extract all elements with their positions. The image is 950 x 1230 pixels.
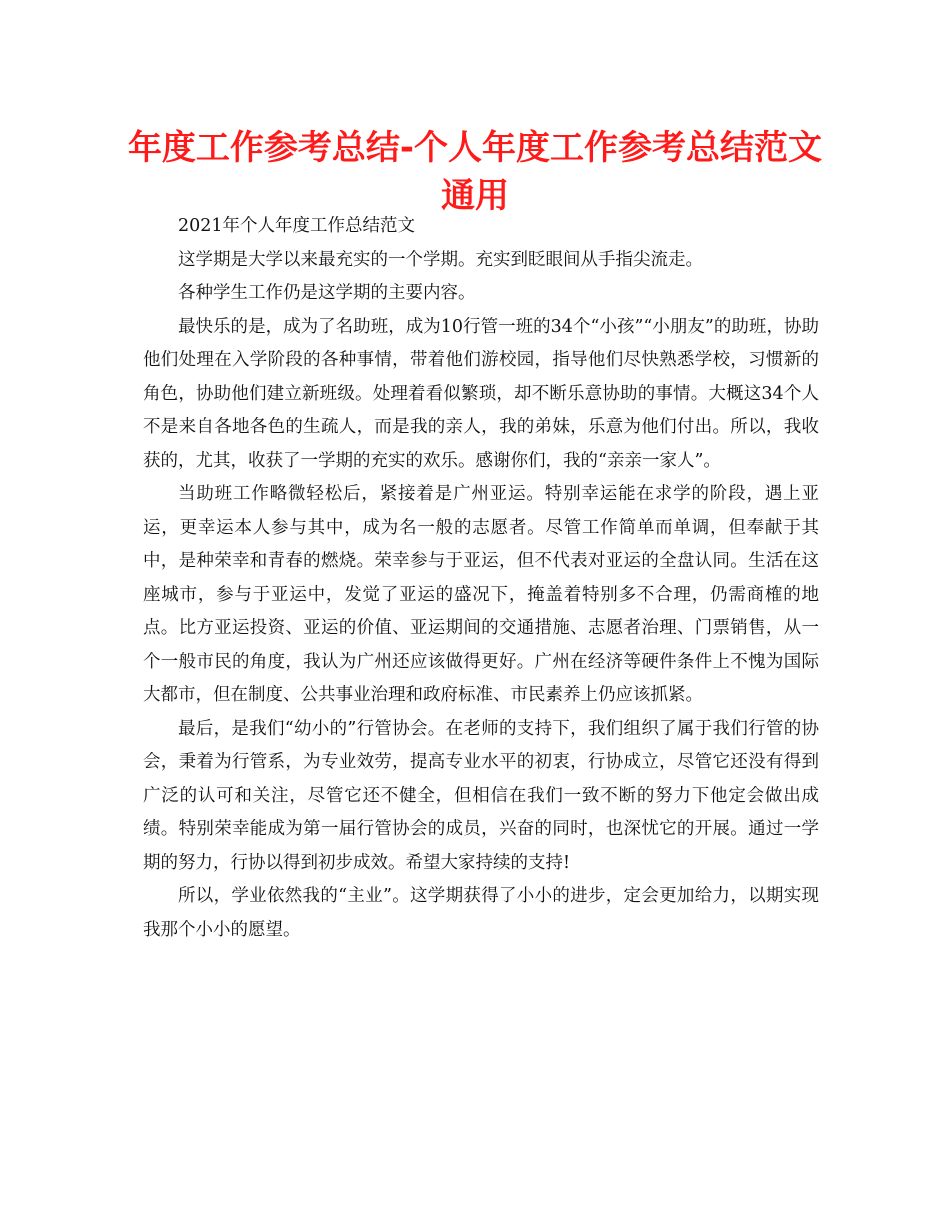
document-title: 年度工作参考总结-个人年度工作参考总结范文通用: [127, 128, 823, 216]
paragraph: 所以，学业依然我的“主业”。这学期获得了小小的进步，定会更加给力，以期实现我那个小小的愿望。: [143, 886, 819, 940]
paragraph: 最后，是我们“幼小的”行管协会。在老师的支持下，我们组织了属于我们行管的协会，秉着为行管系，为专业效劳，提高专业水平的初衷，行协成立，尽管它还没有得到广泛的认可和关注，尽管它还不健全，但相信在我们一致不断的努力下他定会做出成绩。特别荣幸能成为第一届行管协会的成员，兴奋的同时，也深忧它的开展。通过一学期的努力，行协以得到初步成效。希望大家持续的支持!: [143, 718, 819, 873]
paragraph: 最快乐的是，成为了名助班，成为10行管一班的34个“小孩”“小朋友”的助班，协助他们处理在入学阶段的各种事情，带着他们游校园，指导他们尽快熟悉学校，习惯新的角色，协助他们建立新班级。处理着看似繁琐，却不断乐意协助的事情。大概这34个人不是来自各地各色的生疏人，而是我的亲人，我的弟妹，乐意为他们付出。所以，我收获的，尤其，收获了一学期的充实的欢乐。感谢你们，我的“亲亲一家人”。: [143, 316, 819, 471]
document-body: [143, 210, 819, 947]
paragraph: 各种学生工作仍是这学期的主要内容。: [178, 283, 476, 303]
paragraph: 当助班工作略微轻松后，紧接着是广州亚运。特别幸运能在求学的阶段，遇上亚运，更幸运本人参与其中，成为名一般的志愿者。尽管工作简单而单调，但奉献于其中，是种荣幸和青春的燃烧。荣幸参与于亚运，但不代表对亚运的全盘认同。生活在这座城市，参与于亚运中，发觉了亚运的盛况下，掩盖着特别多不合理，仍需商榷的地点。比方亚运投资、亚运的价值、亚运期间的交通措施、志愿者治理、门票销售，从一个一般市民的角度，我认为广州还应该做得更好。广州在经济等硬件条件上不愧为国际大都市，但在制度、公共事业治理和政府标准、市民素养上仍应该抓紧。: [143, 484, 819, 705]
paragraph-subtitle: 2021年个人年度工作总结范文: [178, 216, 416, 236]
paragraph: 这学期是大学以来最充实的一个学期。充实到眨眼间从手指尖流走。: [178, 249, 703, 270]
